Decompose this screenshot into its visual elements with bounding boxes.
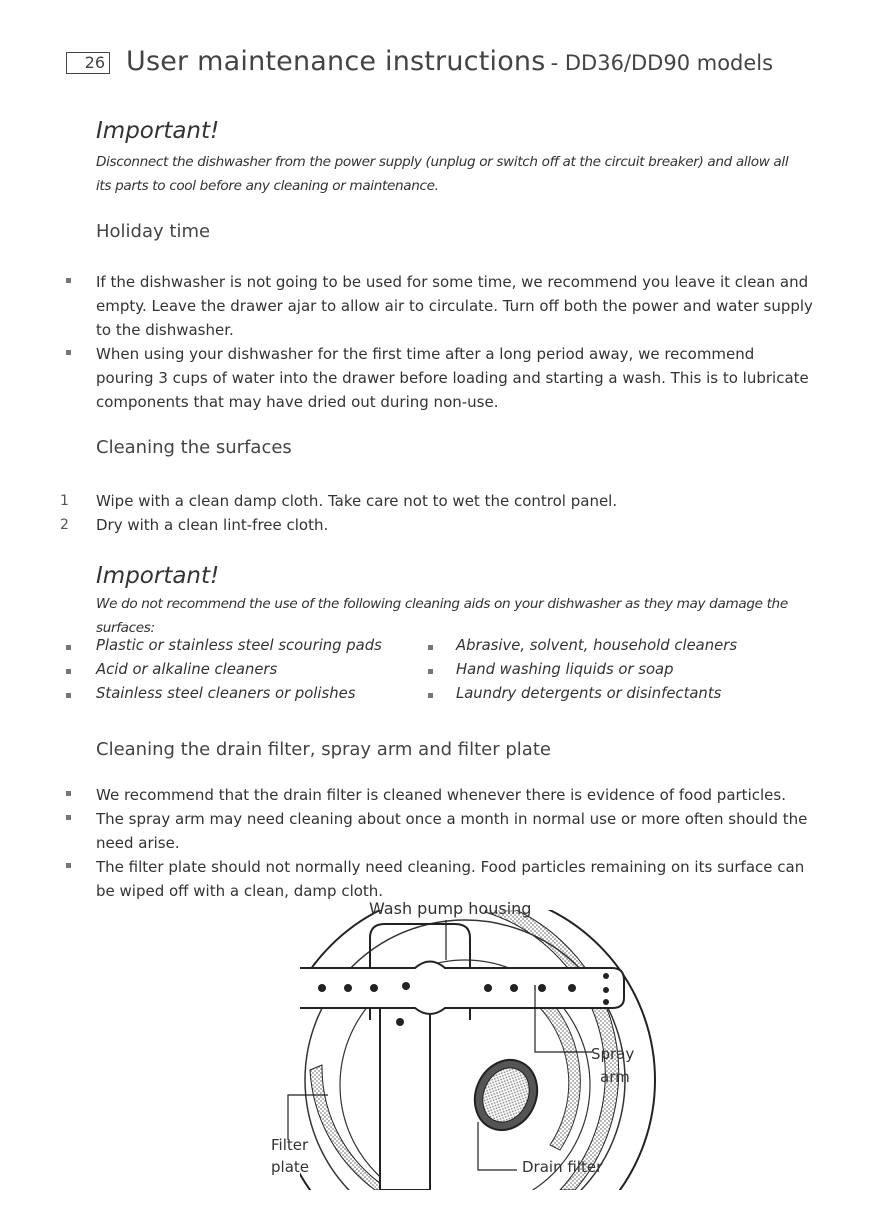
step-item (60, 513, 329, 537)
bullet-icon (66, 669, 71, 674)
text-line: The filter plate should not normally need cleaning. Food particles remaining on its surface can (96, 858, 805, 876)
step-item (60, 489, 618, 513)
step-text: Wipe with a clean damp cloth. Take care not to wet the control panel. (96, 492, 618, 510)
list-item (96, 270, 813, 342)
text-line: components that may have dried out during non-use. (96, 393, 499, 411)
bullet-icon (66, 815, 71, 820)
bullet-icon (66, 863, 71, 868)
text-line: pouring 3 cups of water into the drawer before loading and starting a wash. This is to lubricate (96, 369, 809, 387)
filter-plate (380, 1005, 430, 1190)
surfaces-heading: Cleaning the surfaces (96, 437, 292, 458)
text-line: empty. Leave the drawer ajar to allow air to circulate. Turn off both the power and water supply (96, 297, 813, 315)
important-text (96, 592, 811, 640)
text-line: be wiped off with a clean, damp cloth. (96, 882, 384, 900)
bullet-icon (66, 278, 71, 283)
text-line: When using your dishwasher for the first time after a long period away, we recommend (96, 345, 755, 363)
important-title: Important! (96, 118, 220, 144)
label-wash-pump-housing: Wash pump housing (369, 899, 532, 918)
drain-filter (464, 1050, 549, 1141)
list-item (96, 807, 807, 855)
step-number: 2 (60, 517, 69, 533)
bullet-icon (66, 350, 71, 355)
bullet-icon (66, 791, 71, 796)
text-line: to the dishwasher. (96, 321, 234, 339)
drain-heading: Cleaning the drain filter, spray arm and filter plate (96, 739, 551, 760)
item-text: Acid or alkaline cleaners (96, 661, 278, 678)
important-line: We do not recommend the use of the following cleaning aids on your dishwasher as they may damage the (96, 596, 788, 612)
item-text: Hand washing liquids or soap (456, 661, 674, 678)
page-subtitle: - DD36/DD90 models (550, 51, 774, 75)
list-item (456, 637, 737, 654)
bullet-icon (428, 645, 433, 650)
important-text (96, 150, 811, 198)
important-title: Important! (96, 563, 220, 589)
label-filter: Filter (271, 1136, 309, 1154)
list-item (96, 685, 355, 702)
list-item (96, 661, 277, 678)
text-line: If the dishwasher is not going to be used for some time, we recommend you leave it clean and (96, 273, 809, 291)
list-item (96, 637, 382, 654)
list-item (96, 342, 809, 414)
list-item (456, 661, 673, 678)
list-item (96, 783, 786, 807)
tub-outline (275, 890, 655, 1190)
list-item (456, 685, 721, 702)
bullet-icon (428, 693, 433, 698)
holiday-heading: Holiday time (96, 221, 211, 242)
label-arm: arm (600, 1068, 630, 1086)
text-line: The spray arm may need cleaning about once a month in normal use or more often should the (96, 810, 808, 828)
label-plate: plate (271, 1158, 309, 1176)
bullet-icon (428, 669, 433, 674)
label-drain-filter: Drain filter (522, 1158, 603, 1176)
item-text: Laundry detergents or disinfectants (456, 685, 722, 702)
text-line: need arise. (96, 834, 180, 852)
important-line: Disconnect the dishwasher from the power supply (unplug or switch off at the circuit breaker) and allow all (96, 154, 789, 170)
important-line: surfaces: (96, 620, 155, 636)
bullet-icon (66, 693, 71, 698)
text-line: We recommend that the drain filter is cleaned whenever there is evidence of food particles. (96, 786, 786, 804)
item-text: Abrasive, solvent, household cleaners (456, 637, 738, 654)
important-line: its parts to cool before any cleaning or maintenance. (96, 178, 439, 194)
item-text: Plastic or stainless steel scouring pads (96, 637, 382, 654)
item-text: Stainless steel cleaners or polishes (96, 685, 356, 702)
step-text: Dry with a clean lint-free cloth. (96, 516, 329, 534)
label-spray: Spray (591, 1045, 635, 1063)
step-number: 1 (60, 493, 69, 509)
page-header (126, 46, 773, 77)
page-number: 26 (66, 52, 110, 74)
page-title: User maintenance instructions (126, 46, 546, 77)
bullet-icon (66, 645, 71, 650)
